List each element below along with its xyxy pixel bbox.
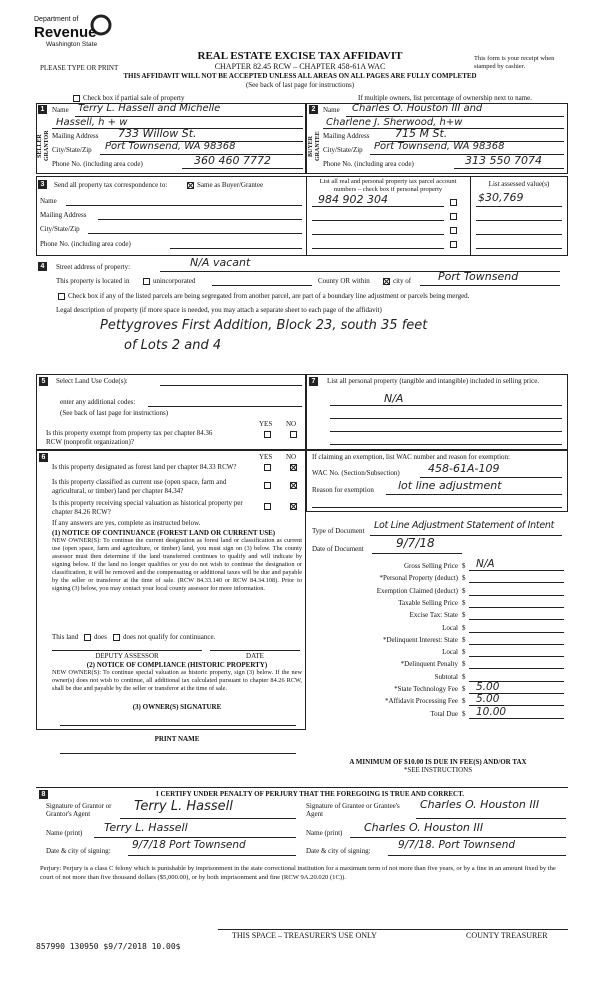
s3-mail-label: Mailing Address [40,211,87,219]
tax-row-label: Excise Tax: State [409,611,458,619]
personal-property-value[interactable]: N/A [384,392,404,405]
buyer-city-label: City/State/Zip [323,146,363,154]
tax-row-label: Total Due [430,710,458,718]
dollar-sign: $ [462,574,466,582]
city-of-value[interactable]: Port Townsend [438,270,519,283]
city-of-label: city of [393,277,412,285]
dollar-sign: $ [462,710,466,718]
multiple-owners-note: If multiple owners, list percentage of ownership next to name. [358,94,532,102]
tax-row-label: *State Technology Fee [394,685,458,693]
exemption-label: If claiming an exemption, list WAC number and reason for exemption: [312,453,510,461]
buyer-phone-label: Phone No. (including area code) [323,160,414,168]
seller-phone-label: Phone No. (including area code) [52,160,143,168]
partial-sale-checkbox[interactable] [73,95,80,102]
tax-row-label: *Delinquent Penalty [400,660,458,668]
city-of-checkbox[interactable] [383,278,390,285]
parcel-1-pp-checkbox[interactable] [450,199,457,206]
tax-row-label: Local [442,624,458,632]
forest-question: Is this property designated as forest land per chapter 84.33 RCW? [52,463,237,471]
if-yes-note: If any answers are yes, complete as instructed below. [52,519,201,527]
minimum-due-note: A MINIMUM OF $10.00 IS DUE IN FEE(S) AND/OR TAX [349,758,527,766]
historic-no-checkbox[interactable] [290,503,297,510]
parcel-2-pp-checkbox[interactable] [450,213,457,220]
forest-no-checkbox[interactable] [290,464,297,471]
s5-see-back: (See back of last page for instructions) [60,409,169,417]
current-use-yes-checkbox[interactable] [264,482,271,489]
notice-continuance-title: (1) NOTICE OF CONTINUANCE (FOREST LAND OR CURRENT USE) [52,529,276,537]
buyer-phone-value[interactable]: 313 550 7074 [465,154,542,167]
county-or-label: County OR within [318,277,370,285]
assessed-header: List assessed value(s) [488,180,550,188]
personal-property-label: List all personal property (tangible and intangible) included in selling price. [327,377,540,385]
dollar-sign: $ [462,660,466,668]
reason-label: Reason for exemption [312,486,374,494]
parcel-header: List all real and personal property tax parcel account numbers – check box if personal property [319,178,457,193]
receipt-note: This form is your receipt when stamped by cashier. [474,55,555,70]
segregated-label: Check box if any of the listed parcels are being segregated from another parcel, are part of a boundary line adjustment or parcels being merged. [68,292,470,300]
current-use-question: Is this property classified as current use (open space, farm and agricultural, or timber) land per chapter 84.34? [52,478,227,495]
section-8-number: 8 [39,790,48,799]
tax-row-value[interactable]: 5.00 [476,681,500,693]
section-6-number: 6 [39,453,48,462]
s3-name-label: Name [40,197,57,205]
buyer-mail-label: Mailing Address [323,132,370,140]
assessor-date-label: DATE [246,652,264,660]
legal-value-1[interactable]: Pettygroves First Addition, Block 23, south 35 feet [100,318,428,333]
recording-stamp: 857990 130950 $9/7/2018 10.00$ [36,942,181,951]
land-does-not-checkbox[interactable] [113,634,120,641]
seller-mail-value[interactable]: 733 Willow St. [118,127,197,140]
tax-row-value[interactable]: N/A [476,558,495,570]
dollar-sign: $ [462,587,466,595]
please-type: PLEASE TYPE OR PRINT [40,64,119,72]
seller-name-value-2[interactable]: Hassell, h + w [56,117,128,128]
tax-row-label: Subtotal [434,673,458,681]
correspondence-label: Send all property tax correspondence to: [54,181,168,189]
dollar-sign: $ [462,685,466,693]
dollar-sign: $ [462,697,466,705]
see-back: (See back of last page for instructions) [245,81,355,89]
same-as-buyer-checkbox[interactable] [187,182,194,189]
reason-value[interactable]: lot line adjustment [398,479,502,492]
wac-value[interactable]: 458-61A-109 [428,462,500,475]
grantor-sig-label: Signature of Grantor or Grantor's Agent [46,802,112,818]
tax-row-label: Gross Selling Price [403,562,458,570]
section-3-number: 3 [38,180,47,189]
s6-no: NO [286,453,297,461]
tax-row-value[interactable]: 5.00 [476,693,500,705]
tax-row-label: *Personal Property (deduct) [379,574,458,582]
dollar-sign: $ [462,673,466,681]
grantor-date-label: Date & city of signing: [46,847,111,855]
buyer-mail-value[interactable]: 715 M St. [395,127,448,140]
grantee-name-label: Name (print) [306,829,343,837]
s3-city-label: City/State/Zip [40,225,80,233]
buyer-side-label: BUYER GRANTEE [308,131,321,161]
notice-compliance-title: (2) NOTICE OF COMPLIANCE (HISTORIC PROPERTY) [86,661,268,669]
current-use-no-checkbox[interactable] [290,482,297,489]
additional-codes-label: enter any additional codes: [60,398,136,406]
buyer-name-value[interactable]: Charles O. Houston III and [352,103,483,114]
forest-yes-checkbox[interactable] [264,464,271,471]
grantee-date-label: Date & city of signing: [306,847,371,855]
buyer-name-value-2[interactable]: Charlene J. Sherwood, h+w [326,117,463,128]
logo-top: Department of [34,16,79,23]
seller-name-value[interactable]: Terry L. Hassell and Michelle [78,103,221,114]
this-land-label: This land [52,633,79,641]
partial-sale-label: Check box if partial sale of property [83,94,185,102]
doc-date-label: Date of Document [312,545,364,553]
exempt-no-checkbox[interactable] [290,431,297,438]
segregated-checkbox[interactable] [58,293,65,300]
section-5-number: 5 [39,377,48,386]
tax-row-label: Exemption Claimed (deduct) [376,587,458,595]
perjury-text: Perjury: Perjury is a class C felony which is punishable by imprisonment in the state correctional institution for a maximum term of not more than five years, or by a fine in an amount fixed by the court of not more than five thousand dollars ($5,000.00), or by both imprisonment and fine (RCW 9A.20.020 (1C)). [40,865,556,881]
treasurer-use-label: THIS SPACE – TREASURER'S USE ONLY [232,931,377,940]
dollar-sign: $ [462,611,466,619]
exempt-yes-checkbox[interactable] [264,431,271,438]
parcel-4-pp-checkbox[interactable] [450,241,457,248]
grantee-sig-label: Signature of Grantee or Grantee's Agent [306,802,400,818]
seller-phone-value[interactable]: 360 460 7772 [194,154,271,167]
grantor-date-value[interactable]: 9/7/18 Port Townsend [132,839,246,851]
legal-label: Legal description of property (if more space is needed, you may attach a separate sheet to each page of the affidavit) [56,306,382,314]
section-2-number: 2 [309,105,318,114]
grantee-name-value[interactable]: Charles O. Houston III [364,821,484,834]
unincorporated-label: unincorporated [153,277,196,285]
doc-type-value[interactable]: Lot Line Adjustment Statement of Intent [374,520,555,531]
certify-statement: I CERTIFY UNDER PENALTY OF PERJURY THAT THE FOREGOING IS TRUE AND CORRECT. [155,790,464,798]
seller-mail-label: Mailing Address [52,132,99,140]
parcel-value[interactable]: 984 902 304 [318,193,388,206]
form-subtitle: CHAPTER 82.45 RCW – CHAPTER 458-61A WAC [214,62,386,71]
grantee-date-value[interactable]: 9/7/18. Port Townsend [398,839,516,851]
deputy-assessor-label: DEPUTY ASSESSOR [95,652,159,660]
s3-phone-label: Phone No. (including area code) [40,240,131,248]
seller-city-value[interactable]: Port Townsend, WA 98368 [105,141,236,152]
legal-value-2[interactable]: of Lots 2 and 4 [124,338,222,353]
dollar-sign: $ [462,599,466,607]
see-instructions-note: *SEE INSTRUCTIONS [403,766,473,774]
notice-continuance-text: NEW OWNER(S): To continue the current designation as forest land or classification as current use (open space, farm and agriculture, or timber) land, you must sign on (3) below. The county assessor must then determine if the land transferred continues to qualify and will indicate by signing below. If the land no longer qualifies or you do not wish to continue the designation or classification, it will be removed and the compensating or additional taxes will be due and payable by the seller or transferor at the time of sale. (RCW 84.33.140 or RCW 84.34.108). Prior to signing (3) below, you may contact your local county assessor for more information. [52,537,302,592]
assessed-value[interactable]: $30,769 [478,191,524,204]
doc-type-label: Type of Document [312,527,365,535]
tax-row-label: *Delinquent Interest: State [382,636,458,644]
historic-yes-checkbox[interactable] [264,503,271,510]
dollar-sign: $ [462,562,466,570]
doc-date-value[interactable]: 9/7/18 [396,536,435,550]
grantor-signature[interactable]: Terry L. Hassell [134,799,233,814]
land-does-label: does [94,633,107,641]
tax-row-label: Local [442,648,458,656]
exempt-question: Is this property exempt from property tax per chapter 84.36 RCW (nonprofit organization)? [46,429,213,446]
s5-yes: YES [259,420,273,428]
land-use-label: Select Land Use Code(s): [56,377,128,385]
seller-city-label: City/State/Zip [52,146,92,154]
buyer-name-label: Name [323,106,340,114]
section-1-number: 1 [38,105,47,114]
wac-label: WAC No. (Section/Subsection) [312,469,400,477]
seller-name-label: Name [52,106,69,114]
section-7-number: 7 [309,377,318,386]
grantee-signature[interactable]: Charles O. Houston III [420,798,540,811]
land-does-not-label: does not qualify for continuance. [123,633,216,641]
dollar-sign: $ [462,636,466,644]
s5-no: NO [286,420,297,428]
tax-row-value[interactable]: 10.00 [476,706,507,718]
seller-side-label: SELLER GRANTOR [37,130,50,162]
logo-main: Revenue [34,24,97,41]
notice-text: THIS AFFIDAVIT WILL NOT BE ACCEPTED UNLESS ALL AREAS ON ALL PAGES ARE FULLY COMPLETED [123,72,477,80]
unincorporated-checkbox[interactable] [143,278,150,285]
form-title: REAL ESTATE EXCISE TAX AFFIDAVIT [197,50,403,62]
dor-logo [34,14,118,54]
logo-sub: Washington State [46,41,98,48]
grantor-name-label: Name (print) [46,829,83,837]
notice-compliance-text: NEW OWNER(S): To continue special valuation as historic property, sign (3) below. If the new owner(s) does not wish to continue, all additional tax calculated pursuant to chapter 84.26 RCW, shall be due and payable by the seller or transferor at the time of sale. [52,669,302,692]
tax-row-label: Taxable Selling Price [398,599,458,607]
grantor-name-value[interactable]: Terry L. Hassell [104,821,188,834]
buyer-city-value[interactable]: Port Townsend, WA 98368 [374,141,505,152]
street-label: Street address of property: [56,263,131,271]
same-as-buyer-label: Same as Buyer/Grantee [197,181,264,189]
tax-row-label: *Affidavit Processing Fee [385,697,458,705]
historic-question: Is this property receiving special valuation as historical property per chapter 84.26 RCW? [52,499,243,516]
dollar-sign: $ [462,648,466,656]
owner-signature-label: (3) OWNER(S) SIGNATURE [132,703,222,711]
dollar-sign: $ [462,624,466,632]
located-in-label: This property is located in [56,277,130,285]
section-4-number: 4 [38,262,47,271]
parcel-3-pp-checkbox[interactable] [450,227,457,234]
county-treasurer-label: COUNTY TREASURER [466,931,548,940]
s6-yes: YES [259,453,273,461]
print-name-label: PRINT NAME [154,735,200,743]
land-does-checkbox[interactable] [84,634,91,641]
street-value[interactable]: N/A vacant [190,256,251,269]
